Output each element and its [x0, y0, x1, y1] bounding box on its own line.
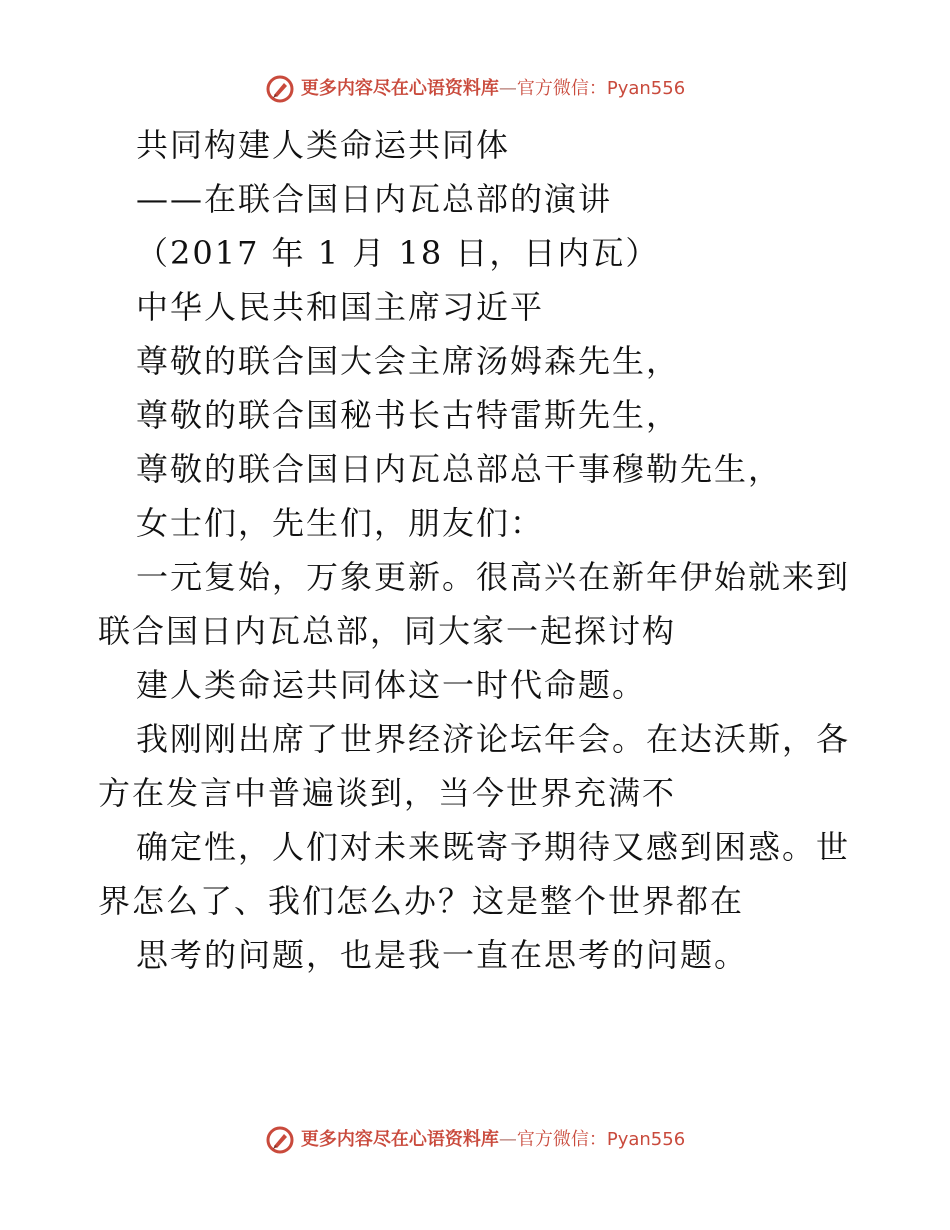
watermark-contact: 官方微信：Pyan556 [516, 1129, 686, 1150]
watermark-contact: 官方微信：Pyan556 [516, 78, 686, 99]
document-body [98, 118, 858, 982]
document-date: （2017 年 1 月 18 日，日内瓦） [136, 234, 660, 272]
watermark-separator: — [498, 78, 517, 99]
text-line: 尊敬的联合国秘书长古特雷斯先生， [136, 396, 681, 434]
text-line: 联合国日内瓦总部，同大家一起探讨构 [98, 612, 677, 650]
watermark-separator: — [498, 1129, 517, 1150]
text-line: 方在发言中普遍谈到，当今世界充满不 [98, 774, 677, 812]
text-line: 界怎么了、我们怎么办？这是整个世界都在 [98, 882, 745, 920]
text-line: 思考的问题，也是我一直在思考的问题。 [136, 936, 749, 974]
text-line: 尊敬的联合国大会主席汤姆森先生， [136, 342, 681, 380]
text-line: 一元复始，万象更新。很高兴在新年伊始就来到 [136, 558, 851, 596]
document-subtitle: ——在联合国日内瓦总部的演讲 [136, 180, 613, 218]
text-line: 女士们，先生们，朋友们： [136, 504, 545, 542]
text-line: 尊敬的联合国日内瓦总部总干事穆勒先生， [136, 450, 783, 488]
text-line: 我刚刚出席了世界经济论坛年会。在达沃斯，各 [136, 720, 851, 758]
text-line: 建人类命运共同体这一时代命题。 [136, 666, 647, 704]
watermark-text: 更多内容尽在心语资料库 [300, 1129, 499, 1150]
document-author: 中华人民共和国主席习近平 [136, 288, 545, 326]
pen-logo-icon [265, 74, 295, 104]
watermark-text: 更多内容尽在心语资料库 [300, 78, 499, 99]
footer-watermark [0, 1125, 950, 1155]
header-watermark [0, 74, 950, 104]
document-title: 共同构建人类命运共同体 [136, 126, 511, 164]
text-line: 确定性，人们对未来既寄予期待又感到困惑。世 [136, 828, 851, 866]
pen-logo-icon [265, 1125, 295, 1155]
